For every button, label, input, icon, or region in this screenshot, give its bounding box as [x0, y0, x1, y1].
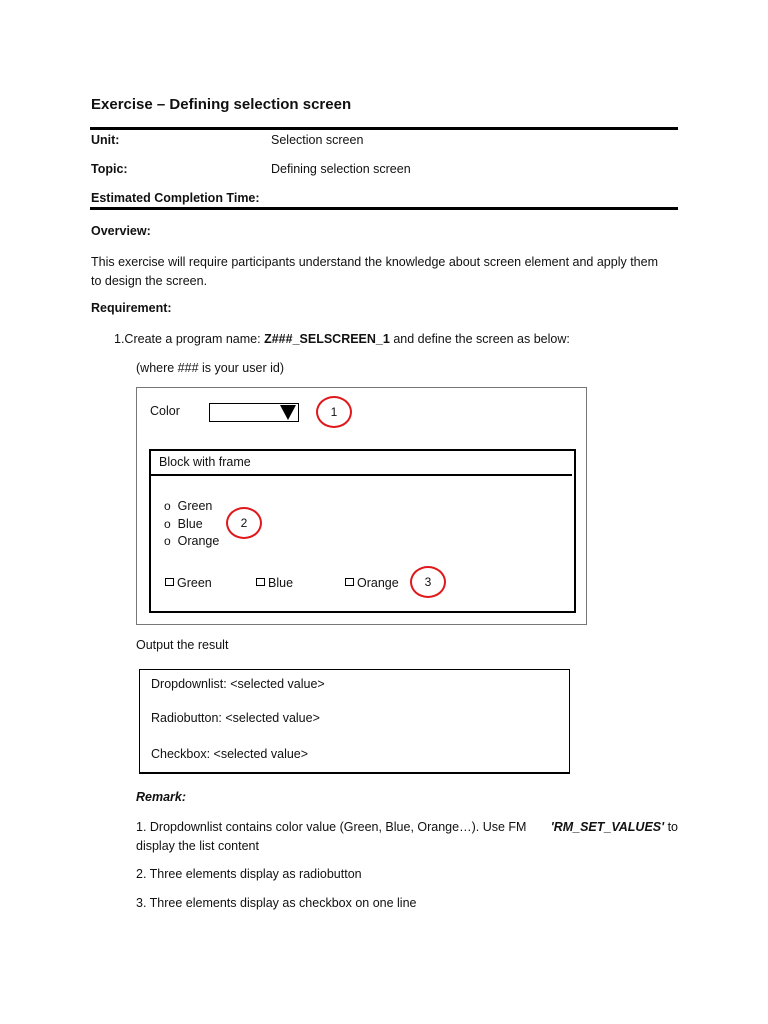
frame-title: Block with frame	[159, 455, 251, 469]
output-line-checkbox: Checkbox: <selected value>	[151, 747, 309, 761]
radio-orange[interactable]	[164, 534, 219, 548]
checkbox-label: Blue	[268, 576, 294, 590]
function-module-name: 'RM_SET_VALUES'	[550, 820, 665, 834]
user-id-note: (where ### is your user id)	[136, 361, 284, 375]
color-label: Color	[150, 404, 180, 418]
time-label: Estimated Completion Time:	[91, 191, 260, 205]
remark-item-1-cont: display the list content	[136, 839, 259, 853]
radio-label: Blue	[177, 517, 203, 531]
dropdown-arrow-icon	[278, 404, 298, 421]
overview-heading: Overview:	[91, 224, 151, 238]
checkbox-orange[interactable]	[345, 576, 399, 590]
checkbox-icon	[165, 578, 174, 586]
radio-icon: o	[164, 499, 171, 513]
marker-2: 2	[226, 507, 262, 539]
requirement-step-1	[114, 330, 570, 349]
top-rule	[90, 127, 678, 130]
remark-item-1	[136, 818, 678, 837]
overview-line-1: This exercise will require participants understand the knowledge about screen element and apply them	[91, 255, 658, 269]
output-line-radio: Radiobutton: <selected value>	[151, 711, 320, 725]
remark-heading: Remark:	[136, 790, 187, 804]
marker-1: 1	[316, 396, 352, 428]
topic-label: Topic:	[91, 162, 128, 176]
radio-label: Orange	[177, 534, 220, 548]
radio-green[interactable]	[164, 499, 212, 513]
checkbox-green[interactable]	[165, 576, 212, 590]
checkbox-icon	[345, 578, 354, 586]
unit-value: Selection screen	[271, 133, 364, 147]
marker-3: 3	[410, 566, 446, 598]
radio-icon: o	[164, 534, 171, 548]
radio-label: Green	[177, 499, 213, 513]
output-heading: Output the result	[136, 638, 229, 652]
radio-blue[interactable]	[164, 517, 203, 531]
color-dropdown[interactable]	[209, 403, 299, 422]
step-prefix: 1.Create a program name:	[114, 332, 265, 346]
unit-label: Unit:	[91, 133, 120, 147]
remark-item-1-text: 1. Dropdownlist contains color value (Green, Blue, Orange…). Use FM	[136, 820, 527, 834]
checkbox-label: Orange	[357, 576, 399, 590]
remark-item-1-suffix: to	[664, 820, 678, 834]
bottom-rule	[90, 207, 678, 210]
requirement-heading: Requirement:	[91, 301, 172, 315]
remark-item-3: 3. Three elements display as checkbox on one line	[136, 896, 417, 910]
checkbox-icon	[256, 578, 265, 586]
topic-value: Defining selection screen	[271, 162, 411, 176]
overview-line-2: to design the screen.	[91, 274, 208, 288]
program-name: Z###_SELSCREEN_1	[264, 332, 390, 346]
step-suffix: and define the screen as below:	[389, 332, 570, 346]
checkbox-blue[interactable]	[256, 576, 293, 590]
page-title: Exercise – Defining selection screen	[91, 96, 352, 113]
checkbox-label: Green	[177, 576, 212, 590]
remark-item-2: 2. Three elements display as radiobutton	[136, 867, 362, 881]
radio-icon: o	[164, 517, 171, 531]
output-line-dropdown: Dropdownlist: <selected value>	[151, 677, 325, 691]
